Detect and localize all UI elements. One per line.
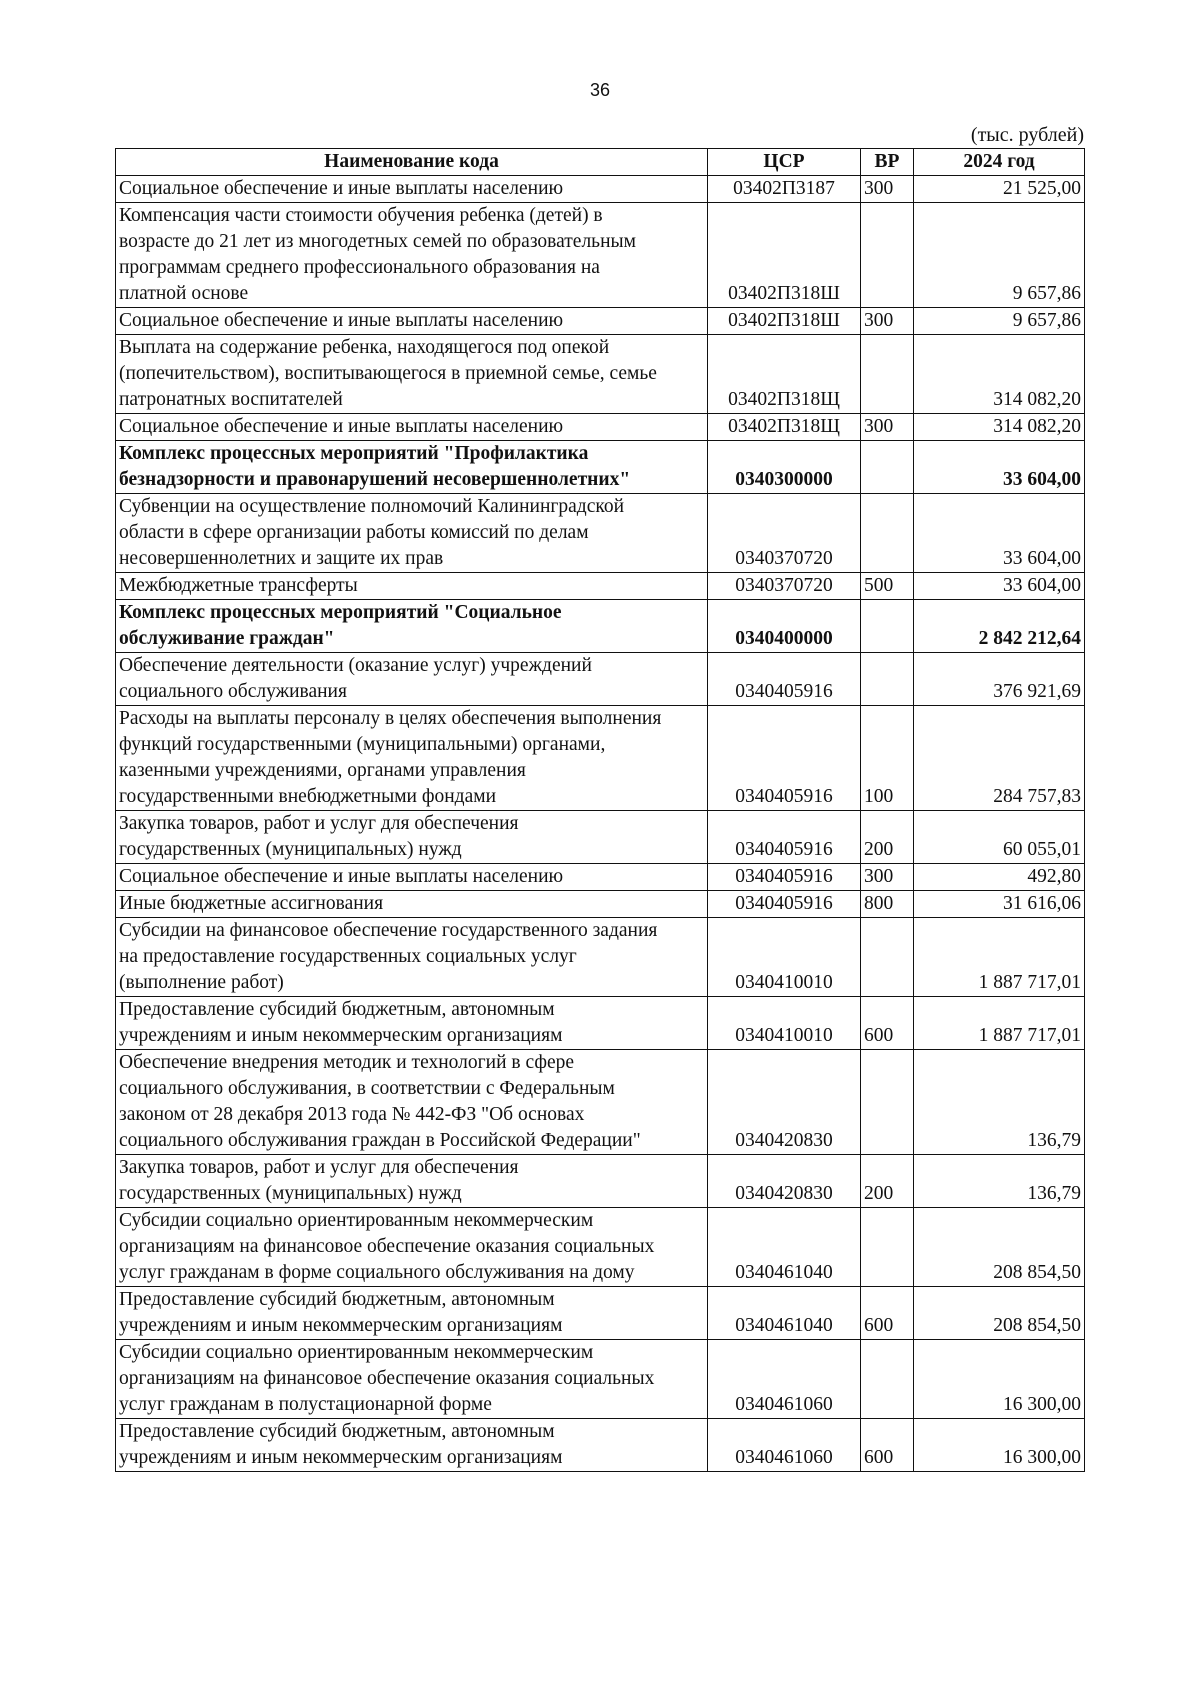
row-amount-cell: 136,79 <box>914 1155 1085 1208</box>
table-row <box>116 811 1085 864</box>
row-csr-cell: 0340461060 <box>708 1340 861 1419</box>
row-name-cell: Предоставление субсидий бюджетным, автономным учреждениям и иным некоммерческим организациям <box>116 1287 708 1340</box>
row-vr-cell: 300 <box>861 414 914 441</box>
row-amount-cell: 16 300,00 <box>914 1419 1085 1472</box>
row-name-cell: Социальное обеспечение и иные выплаты населению <box>116 308 708 335</box>
row-amount-cell: 492,80 <box>914 864 1085 891</box>
row-csr-cell: 03402П3187 <box>708 176 861 203</box>
row-vr-cell: 100 <box>861 706 914 811</box>
row-name-cell: Предоставление субсидий бюджетным, автономным учреждениям и иным некоммерческим организациям <box>116 997 708 1050</box>
row-csr-cell: 03402П318Ш <box>708 203 861 308</box>
table-row <box>116 494 1085 573</box>
row-amount-cell: 208 854,50 <box>914 1208 1085 1287</box>
row-amount-cell: 1 887 717,01 <box>914 997 1085 1050</box>
row-name-cell: Социальное обеспечение и иные выплаты населению <box>116 864 708 891</box>
row-name-cell: Предоставление субсидий бюджетным, автономным учреждениям и иным некоммерческим организациям <box>116 1419 708 1472</box>
row-name-cell: Субсидии социально ориентированным некоммерческим организациям на финансовое обеспечение оказания социальных услуг гражданам в полустационарной форме <box>116 1340 708 1419</box>
row-amount-cell: 136,79 <box>914 1050 1085 1155</box>
row-csr-cell: 0340370720 <box>708 573 861 600</box>
column-header-csr: ЦСР <box>708 149 861 176</box>
row-amount-cell: 16 300,00 <box>914 1340 1085 1419</box>
table-body <box>116 176 1085 1472</box>
table-row <box>116 600 1085 653</box>
row-amount-cell: 2 842 212,64 <box>914 600 1085 653</box>
row-name-cell: Межбюджетные трансферты <box>116 573 708 600</box>
table-row <box>116 1419 1085 1472</box>
row-csr-cell: 03402П318Щ <box>708 335 861 414</box>
row-csr-cell: 0340400000 <box>708 600 861 653</box>
column-header-amount: 2024 год <box>914 149 1085 176</box>
table-row <box>116 1208 1085 1287</box>
row-csr-cell: 0340420830 <box>708 1050 861 1155</box>
table-row <box>116 414 1085 441</box>
row-vr-cell <box>861 1050 914 1155</box>
row-amount-cell: 31 616,06 <box>914 891 1085 918</box>
row-amount-cell: 376 921,69 <box>914 653 1085 706</box>
row-amount-cell: 314 082,20 <box>914 335 1085 414</box>
row-amount-cell: 9 657,86 <box>914 203 1085 308</box>
row-amount-cell: 1 887 717,01 <box>914 918 1085 997</box>
row-name-cell: Иные бюджетные ассигнования <box>116 891 708 918</box>
table-row <box>116 891 1085 918</box>
row-vr-cell: 300 <box>861 864 914 891</box>
row-amount-cell: 60 055,01 <box>914 811 1085 864</box>
row-name-cell: Субсидии на финансовое обеспечение государственного задания на предоставление государственных социальных услуг (выполнение работ) <box>116 918 708 997</box>
row-csr-cell: 0340410010 <box>708 918 861 997</box>
row-name-cell: Социальное обеспечение и иные выплаты населению <box>116 176 708 203</box>
row-amount-cell: 33 604,00 <box>914 494 1085 573</box>
table-row <box>116 864 1085 891</box>
row-vr-cell: 200 <box>861 1155 914 1208</box>
page-number: 36 <box>589 80 611 100</box>
table-row <box>116 1155 1085 1208</box>
row-name-cell: Закупка товаров, работ и услуг для обеспечения государственных (муниципальных) нужд <box>116 1155 708 1208</box>
row-vr-cell: 600 <box>861 997 914 1050</box>
row-vr-cell <box>861 918 914 997</box>
table-row <box>116 1287 1085 1340</box>
row-vr-cell <box>861 335 914 414</box>
row-vr-cell <box>861 494 914 573</box>
row-amount-cell: 33 604,00 <box>914 441 1085 494</box>
table-row <box>116 176 1085 203</box>
table-row <box>116 203 1085 308</box>
row-amount-cell: 208 854,50 <box>914 1287 1085 1340</box>
row-vr-cell <box>861 1208 914 1287</box>
row-csr-cell: 0340420830 <box>708 1155 861 1208</box>
row-csr-cell: 0340405916 <box>708 811 861 864</box>
row-name-cell: Компенсация части стоимости обучения ребенка (детей) в возрасте до 21 лет из многодетных семей по образовательным программам среднего профессионального образования на платной основе <box>116 203 708 308</box>
row-name-cell: Обеспечение деятельности (оказание услуг) учреждений социального обслуживания <box>116 653 708 706</box>
row-csr-cell: 0340405916 <box>708 891 861 918</box>
row-csr-cell: 0340300000 <box>708 441 861 494</box>
row-vr-cell: 500 <box>861 573 914 600</box>
table-row <box>116 573 1085 600</box>
column-header-vr: ВР <box>861 149 914 176</box>
row-vr-cell: 600 <box>861 1287 914 1340</box>
table-row <box>116 1050 1085 1155</box>
row-name-cell: Комплекс процессных мероприятий "Социальное обслуживание граждан" <box>116 600 708 653</box>
table-row <box>116 997 1085 1050</box>
row-name-cell: Выплата на содержание ребенка, находящегося под опекой (попечительством), воспитывающегося в приемной семье, семье патронатных воспитателей <box>116 335 708 414</box>
table-row <box>116 706 1085 811</box>
row-amount-cell: 284 757,83 <box>914 706 1085 811</box>
row-csr-cell: 0340461040 <box>708 1208 861 1287</box>
row-csr-cell: 0340370720 <box>708 494 861 573</box>
row-csr-cell: 0340461060 <box>708 1419 861 1472</box>
row-name-cell: Субвенции на осуществление полномочий Калининградской области в сфере организации работы комиссий по делам несовершеннолетних и защите их прав <box>116 494 708 573</box>
row-vr-cell <box>861 600 914 653</box>
row-csr-cell: 03402П318Ш <box>708 308 861 335</box>
row-csr-cell: 0340405916 <box>708 864 861 891</box>
table-row <box>116 1340 1085 1419</box>
row-csr-cell: 03402П318Щ <box>708 414 861 441</box>
table-row <box>116 441 1085 494</box>
table-row <box>116 335 1085 414</box>
row-vr-cell: 800 <box>861 891 914 918</box>
table-row <box>116 918 1085 997</box>
row-amount-cell: 33 604,00 <box>914 573 1085 600</box>
row-vr-cell <box>861 203 914 308</box>
table-header-row <box>116 149 1085 176</box>
row-vr-cell: 300 <box>861 308 914 335</box>
row-name-cell: Обеспечение внедрения методик и технологий в сфере социального обслуживания, в соответствии с Федеральным законом от 28 декабря 2013 года № 442-ФЗ "Об основах социального обслуживания граждан в Российской Федерации" <box>116 1050 708 1155</box>
row-name-cell: Социальное обеспечение и иные выплаты населению <box>116 414 708 441</box>
row-name-cell: Комплекс процессных мероприятий "Профилактика безнадзорности и правонарушений несовершеннолетних" <box>116 441 708 494</box>
row-csr-cell: 0340461040 <box>708 1287 861 1340</box>
row-amount-cell: 21 525,00 <box>914 176 1085 203</box>
table-row <box>116 308 1085 335</box>
row-vr-cell: 200 <box>861 811 914 864</box>
column-header-name: Наименование кода <box>116 149 708 176</box>
row-vr-cell <box>861 1340 914 1419</box>
budget-table <box>115 148 1085 1472</box>
row-name-cell: Субсидии социально ориентированным некоммерческим организациям на финансовое обеспечение оказания социальных услуг гражданам в форме социального обслуживания на дому <box>116 1208 708 1287</box>
row-csr-cell: 0340405916 <box>708 653 861 706</box>
row-csr-cell: 0340410010 <box>708 997 861 1050</box>
row-vr-cell <box>861 441 914 494</box>
row-vr-cell: 600 <box>861 1419 914 1472</box>
row-vr-cell <box>861 653 914 706</box>
table-row <box>116 653 1085 706</box>
row-csr-cell: 0340405916 <box>708 706 861 811</box>
row-amount-cell: 9 657,86 <box>914 308 1085 335</box>
units-label: (тыс. рублей) <box>970 124 1084 146</box>
row-amount-cell: 314 082,20 <box>914 414 1085 441</box>
row-name-cell: Расходы на выплаты персоналу в целях обеспечения выполнения функций государственными (муниципальными) органами, казенными учреждениями, органами управления государственными внебюджетными фондами <box>116 706 708 811</box>
row-name-cell: Закупка товаров, работ и услуг для обеспечения государственных (муниципальных) нужд <box>116 811 708 864</box>
row-vr-cell: 300 <box>861 176 914 203</box>
